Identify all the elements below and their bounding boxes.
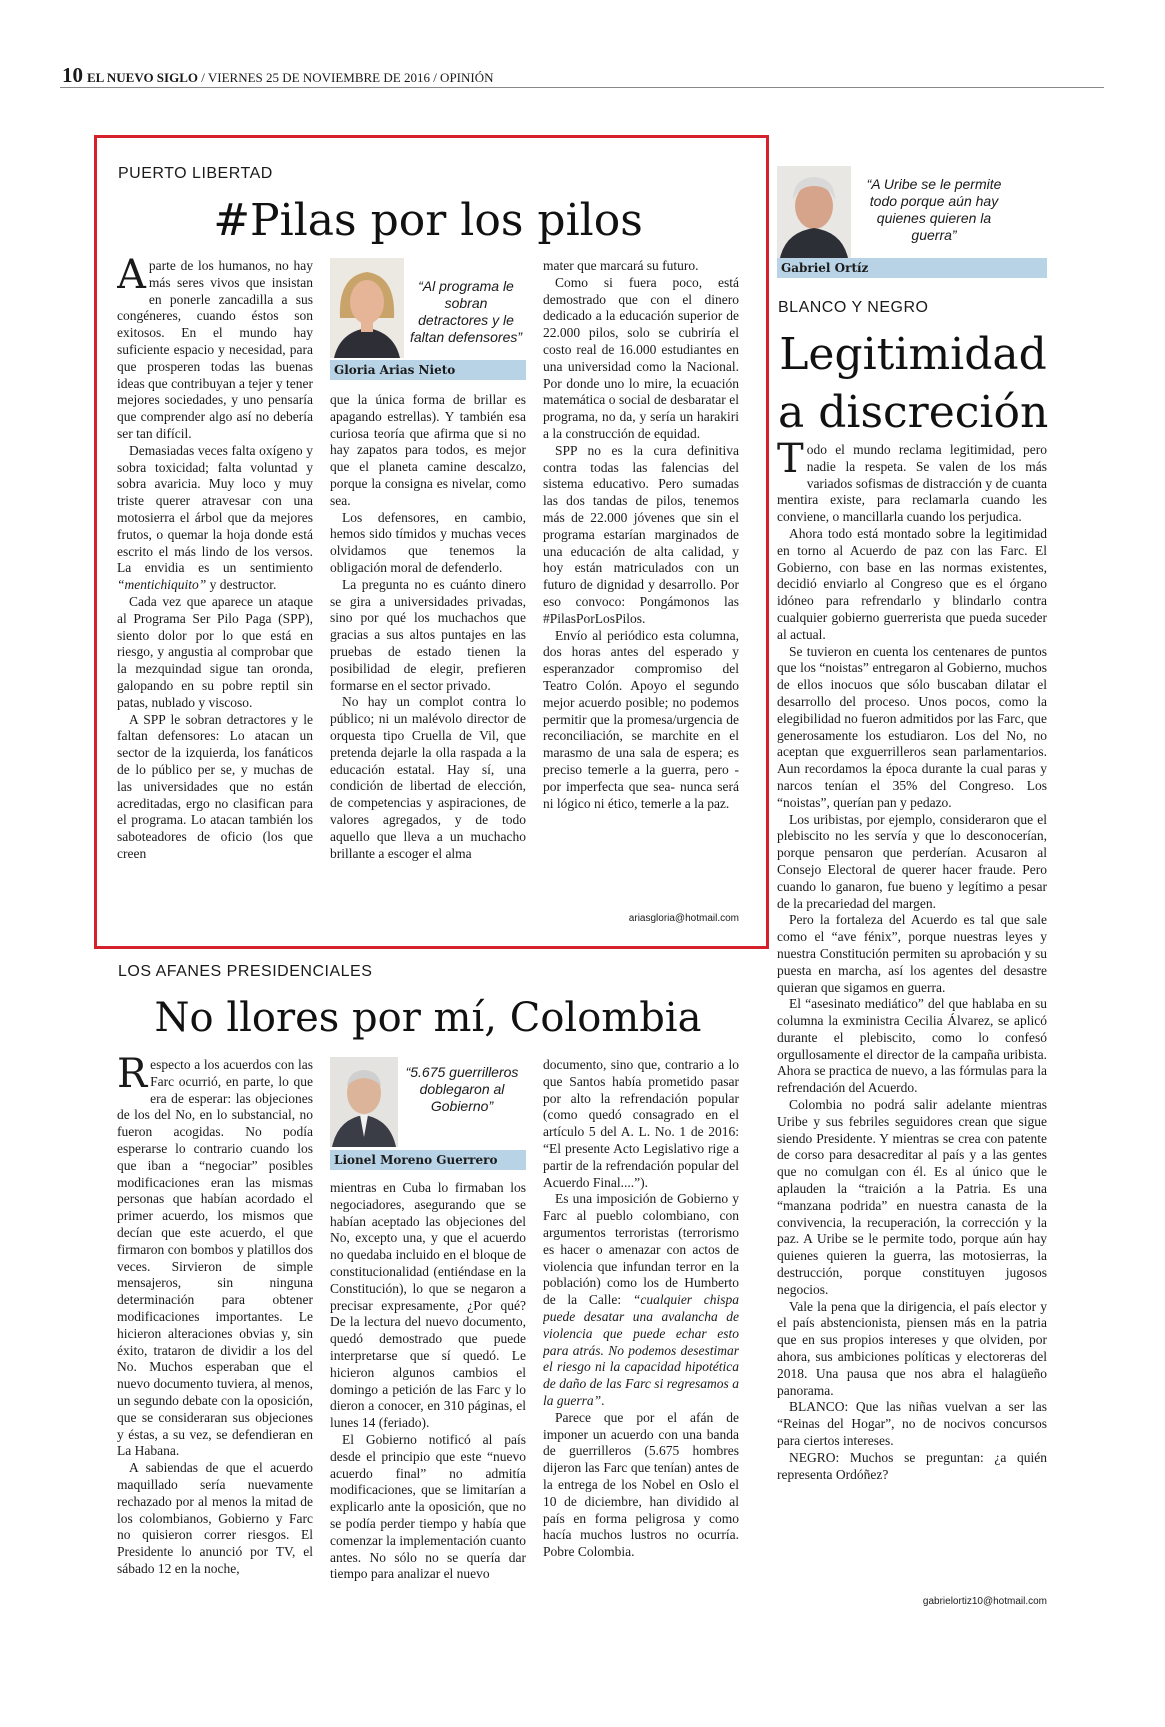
author-name: Lionel Moreno Guerrero	[330, 1150, 526, 1170]
paragraph: Los uribistas, por ejemplo, consideraron que el plebiscito no les servía y que lo desconocerían, porque pensaron que perderían. Acusaron al Consejo Electoral de querer hacer fraude. Pero cuando lo ganaron, fue bueno y legítimo a pesar de la precariedad del margen.	[777, 811, 1047, 911]
paragraph: BLANCO: Que las niñas vuelvan a ser las “Reinas del Hogar”, no de nocivos concursos para ciertos intereses.	[777, 1399, 1047, 1449]
article1-title: #Pilas por los pilos	[213, 195, 643, 246]
paragraph: La pregunta no es cuánto dinero se gira a universidades privadas, sino por qué los muchachos que gracias a sus altos puntajes en las pruebas de estado tienen la posibilidad de elegir, prefieren formarse en el sector privado.	[330, 576, 526, 693]
paragraph: El “asesinato mediático” del que hablaba en su columna la exministra Cecilia Álvarez, se aplicó durante el plebiscito, como lo confesó orgullosamente el director de la campaña uribista. Ahora se practica de nuevo, a las fórmulas para la refrendación del Acuerdo.	[777, 996, 1047, 1096]
author-name: Gabriel Ortíz	[777, 258, 1047, 278]
article2-title: No llores por mí, Colombia	[154, 995, 702, 1041]
article2-kicker: LOS AFANES PRESIDENCIALES	[118, 963, 373, 980]
author-photo	[330, 258, 404, 358]
paragraph: Cada vez que aparece un ataque al Programa Ser Pilo Paga (SPP), siento dolor por lo que está en riesgo, y angustia al comprobar que la mezquindad sigue tan oronda, galopando en su pobre reptil sin patas, nublado y viscoso.	[117, 593, 313, 710]
pull-quote: “5.675 guerrilleros doblegaron al Gobierno”	[405, 1064, 519, 1114]
paragraph: Se tuvieron en cuenta los centenares de puntos que los “noistas” entregaron al Gobierno, muchos de ellos inocuos que sólo buscaban dilatar el desarrollo del proceso. Unos pocos, como la elegibilidad no fueron admitidos por las Farc, que generosamente los estudiaron. Los del No, no aceptan que exguerrilleros sean parlamentarios. Aun recordamos la época durante la cual paras y narcos tenían el 35% del Congreso. Los “noistas”, querían pan y pedazo.	[777, 643, 1047, 810]
article1-column-2	[330, 392, 526, 932]
article2-column-1	[117, 1057, 313, 1645]
author-photo	[777, 166, 851, 258]
title-line: a discreción	[778, 387, 1049, 438]
paragraph-end: y destructor.	[206, 577, 277, 593]
paragraph: Demasiadas veces falta oxígeno y sobra toxicidad; falta voluntad y sobra avaricia. Muy loco y muy triste querer atravesar con una motosierra el árbol que da mejores frutos, o quemar la hoja donde está escrito el más lindo de los versos. La envidia es un sentimiento	[117, 442, 313, 576]
paragraph: El Gobierno notificó al país desde el principio que este “nuevo acuerdo final” no admitía modificaciones, que se limitarían a explicarlo ante la oposición, que no se podía perder tiempo y había que comenzar la implementación cuanto antes. No sólo no se quería dar tiempo para analizar el nuevo	[330, 1431, 526, 1582]
paragraph: mientras en Cuba lo firmaban los negociadores, asegurando que se habían aceptado las objeciones del No, excepto una, y que el acuerdo no quedaba incluido en el bloque de constitucionalidad (entiéndase en la Constitución), lo que se negaron a precisar expresamente, ¿Por qué? De la lectura del nuevo documento, quedó demostrado que puede interpretarse que sí quedó. Le hicieron algunos cambios el domingo a petición de las Farc y lo dieron a conocer, en 310 páginas, el lunes 14 (feriado).	[330, 1180, 526, 1431]
article3-body	[777, 442, 1047, 1592]
paragraph: Colombia no podrá salir adelante mientras Uribe y sus febriles seguidores crean que sigue siendo Presidente. Y mientras se crea con patente de corso para desacreditar al país y a las gentes que no comulgan con él. Es al único que le aplauden la “traición a la Patria. Es una “manzana podrida” en nuestra canasta de la convivencia, la recuperación, la corrección y la paz. A Uribe se le permite todo, porque aún hay quienes quieren la guerra, las motosierras, la destrucción, porque constituyen jugosos negocios.	[777, 1097, 1047, 1297]
paragraph: Vale la pena que la dirigencia, el país elector y el país abstencionista, piensen más en la patria que en sus propios intereses y que olviden, por ahora, sus ambiciones políticas y electoreras del 2018. Una pausa que nos abra el halagüeño panorama.	[777, 1298, 1047, 1398]
article3-kicker: BLANCO Y NEGRO	[778, 299, 929, 316]
emphasis: “mentichiquito”	[117, 577, 207, 593]
paragraph-end: .	[601, 1392, 605, 1408]
header-rule	[60, 87, 1104, 88]
paragraph: Como si fuera poco, está demostrado que con el dinero dedicado a la educación superior de 22.000 pilos, solo se cubriría el costo real de 16.000 estudiantes en una universidad como la Nacional. Por donde uno lo mire, la ecuación matemática o social de desbaratar el programa, no da, y sería un harakiri a la construcción de equidad.	[543, 274, 739, 441]
article1-column-3	[543, 258, 739, 910]
paragraph: A SPP le sobran detractores y le faltan defensores: Lo atacan un sector de la izquierda, los fanáticos de lo público per se, y muchas de las universidades que no están acreditadas, ergo no clasifican para el programa. Lo atacan también los saboteadores de oficio (los que creen	[117, 711, 313, 861]
title-line: Legitimidad	[779, 329, 1047, 380]
author-email: gabrielortiz10@hotmail.com	[922, 1596, 1047, 1607]
date-section: / VIERNES 25 DE NOVIEMBRE DE 2016 / OPINIÓN	[201, 70, 494, 85]
newspaper-name: EL NUEVO SIGLO	[87, 70, 198, 85]
paragraph: No hay un complot contra lo público; ni un malévolo director de orquesta tipo Cruella de Vil, que pretenda dejarle la olla raspada a la educación estatal. Hay sí, una condición de libertad de elección, de competencias y aspiraciones, de valores agregados, y de todo aquello que lleva a un muchacho brillante a escoger el alma	[330, 694, 526, 861]
article2-column-2	[330, 1180, 526, 1645]
paragraph: mater que marcará su futuro.	[543, 258, 699, 273]
paragraph: Ahora todo está montado sobre la legitimidad en torno al Acuerdo de paz con las Farc. El Gobierno, con base en las normas existentes, decidió enviarlo al Congreso que es el órgano idóneo para refrendarlo y blindarlo contra cualquier gobierno guerrerista que pueda suceder al actual.	[777, 525, 1047, 642]
author-email: ariasgloria@hotmail.com	[628, 913, 739, 924]
dropcap: R	[117, 1057, 148, 1097]
page-number: 10	[62, 63, 83, 87]
dropcap: T	[777, 442, 804, 482]
paragraph: NEGRO: Muchos se preguntan: ¿a quién representa Ordóñez?	[777, 1449, 1047, 1482]
paragraph: Los defensores, en cambio, hemos sido tímidos y muchas veces olvidamos que tenemos la obligación moral de defenderlo.	[330, 509, 526, 575]
dropcap: A	[117, 258, 146, 298]
paragraph: odo el mundo reclama legitimidad, pero nadie la respeta. Se valen de los más variados sofismas de distracción y de cuanta mentira existe, para reclamarla cuando les conviene, o mancillarla cuando los perjudica.	[777, 442, 1047, 525]
paragraph: parte de los humanos, no hay más seres vivos que insistan en ponerle zancadilla a sus congéneres, cuando éstos son exitosos. En el mundo hay suficiente espacio y necesidad, para que prosperen todas las buenas ideas que contribuyan a tejer y tener mejores sociedades, y uno pensaría que comprender algo así no debería ser tan difícil.	[117, 258, 313, 441]
pull-quote: “Al programa le sobran detractores y le faltan defensores”	[409, 278, 523, 345]
paragraph: que la única forma de brillar es apagando estrellas). Y también esa curiosa teoría que afirma que si no hay zapatos para todos, es mejor que el planeta camine descalzo, porque la consigna es nivelar, como sea.	[330, 392, 526, 508]
paragraph: Pero la fortaleza del Acuerdo es tal que sale como el “ave fénix”, porque nuestras leyes y nuestra Constitución permiten su aprobación y su puesta en marcha, así los agentes del desastre quieran que sigamos en guerra.	[777, 912, 1047, 995]
portrait-icon	[777, 166, 851, 258]
article1-column-1	[117, 258, 313, 930]
paragraph: A sabiendas de que el acuerdo maquillado sería nuevamente rechazado por al menos la mitad de los colombianos, Gobierno y Farc no quisieron correr riesgos. El Presidente lo anunció por TV, el sábado 12 en la noche,	[117, 1460, 313, 1576]
paragraph: Parece que por el afán de imponer un acuerdo con una banda de guerrilleros (5.675 hombres dijeron las Farc que tenían) antes de la entrega de los Nobel en Oslo el 10 de diciembre, han dividido al país en forma peligrosa y como hacía muchos lustros no ocurría. Pobre Colombia.	[543, 1409, 739, 1560]
page-header	[62, 63, 1102, 85]
pull-quote: “A Uribe se le permite todo porque aún hay quienes quieren la guerra”	[866, 176, 1002, 243]
paragraph: especto a los acuerdos con las Farc ocurrió, en parte, lo que era de esperar: las objeciones de los del No, en lo substancial, no fueron acogidas. No podía esperarse lo contrario cuando los que iban a “negociar” posibles modificaciones eran las mismas personas que habían acordado el primer acuerdo, los mismos que decían que este acuerdo, el que firmaron con bombos y platillos dos veces. Sirvieron de simple mensajeros, sin ninguna determinación para obtener modificaciones importantes. Le hicieron alteraciones obvias y, sin éxito, trataron de dividir a los del No. Muchos esperaban que el nuevo documento tuviera, al menos, un segundo debate con la oposición, que se consideraran sus objeciones y éstas, a su vez, se defendieran en La Habana.	[117, 1057, 313, 1459]
emphasis: “cualquier chispa puede desatar una avalancha de violencia que puede echar esto para atrás. No podemos desestimar el riesgo ni la capacidad hipotética de daño de las Farc si regresamos a la guerra”	[543, 1292, 739, 1408]
paragraph: Es una imposición de Gobierno y Farc al pueblo colombiano, con argumentos terroristas (terrorismo es hacer o amenazar con actos de violencia que infundan terror en la población) como los de Humberto de la Calle:	[543, 1191, 739, 1308]
paragraph: Envío al periódico esta columna, dos horas antes del esperado y esperanzador compromiso del Teatro Colón. Apoyo el segundo mejor acuerdo posible; no podemos permitir que la promesa/urgencia de reconciliación, se marchite en el marasmo de una sala de espera; es preciso temerle a la guerra, pero -por imperfecta que sea- nunca será ni lógico ni ético, temerle a la paz.	[543, 627, 739, 811]
article3-title	[778, 326, 1048, 442]
paragraph: documento, sino que, contrario a lo que Santos había prometido pasar por alto la refrendación popular (como quedó consagrado en el artículo 5 del A. L. No. 1 de 2016: “El presente Acto Legislativo rige a partir de la refrendación popular del Acuerdo Final....”).	[543, 1057, 739, 1190]
portrait-icon	[330, 258, 404, 358]
article1-kicker: PUERTO LIBERTAD	[118, 165, 273, 182]
author-name: Gloria Arias Nieto	[330, 360, 526, 380]
article2-column-3	[543, 1057, 739, 1645]
portrait-icon	[330, 1057, 398, 1147]
author-photo	[330, 1057, 398, 1147]
paragraph: SPP no es la cura definitiva contra todas las falencias del sistema educativo. Pero sumadas las dos tandas de pilos, tenemos más de 22.000 jóvenes que sin el programa estarían marginados de una educación de alta calidad, y hoy están matriculados con un futuro de dignidad y desarrollo. Por eso convoco: Pongámonos las #PilasPorLosPilos.	[543, 442, 739, 626]
